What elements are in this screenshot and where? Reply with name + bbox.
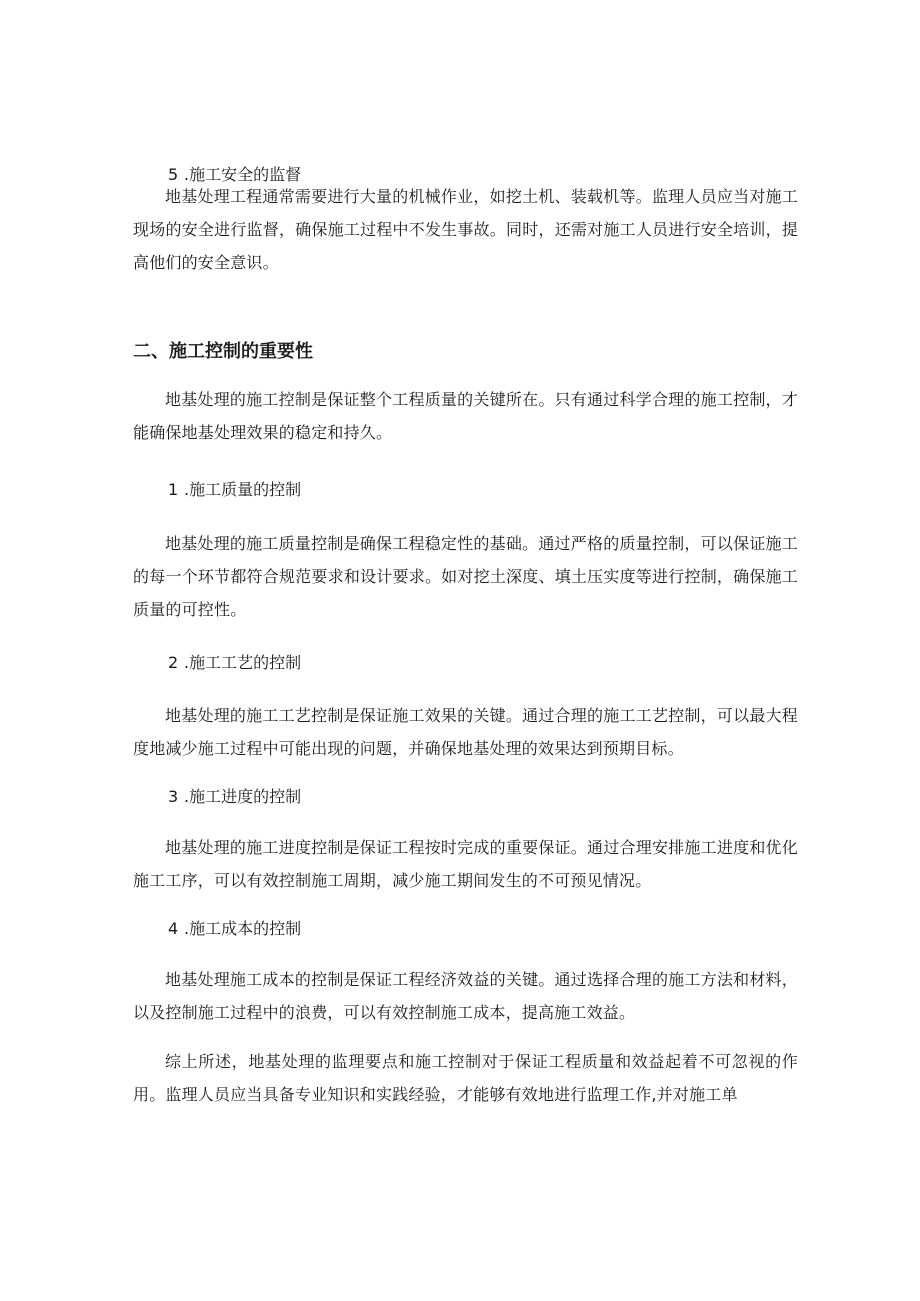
paragraph-schedule: [133, 831, 798, 897]
subheading-schedule-control: [168, 785, 301, 809]
paragraph-text: 地基处理的施工控制是保证整个工程质量的关键所在。只有通过科学合理的施工控制，才能确保地基处理效果的稳定和持久。: [133, 390, 798, 442]
subheading-number: 1: [168, 480, 179, 499]
subheading-text: .施工安全的监督: [184, 165, 302, 184]
paragraph-safety: [133, 180, 798, 279]
paragraph-cost: [133, 963, 798, 1029]
paragraph-text: 地基处理工程通常需要进行大量的机械作业，如挖土机、装载机等。监理人员应当对施工现场的安全进行监督，确保施工过程中不发生事故。同时，还需对施工人员进行安全培训，提高他们的安全意识。: [133, 187, 798, 272]
paragraph-quality: [133, 527, 798, 626]
paragraph-text: 地基处理施工成本的控制是保证工程经济效益的关键。通过选择合理的施工方法和材料，以及控制施工过程中的浪费，可以有效控制施工成本，提高施工效益。: [133, 970, 798, 1022]
subheading-quality-control: [168, 478, 301, 502]
subheading-process-control: [168, 651, 301, 675]
subheading-text: .施工质量的控制: [184, 480, 302, 499]
paragraph-text: 地基处理的施工进度控制是保证工程按时完成的重要保证。通过合理安排施工进度和优化施工工序，可以有效控制施工周期，减少施工期间发生的不可预见情况。: [133, 838, 798, 890]
subheading-number: 4: [168, 919, 179, 938]
paragraph-process: [133, 699, 798, 765]
subheading-number: 5: [168, 165, 179, 184]
paragraph-summary: [133, 1045, 798, 1111]
subheading-number: 3: [168, 787, 179, 806]
subheading-cost-control: [168, 917, 301, 941]
paragraph-control-importance: [133, 383, 798, 449]
section-heading-construction-control: 二、施工控制的重要性: [133, 341, 313, 362]
subheading-text: .施工工艺的控制: [184, 653, 302, 672]
paragraph-text: 地基处理的施工质量控制是确保工程稳定性的基础。通过严格的质量控制，可以保证施工的每一个环节都符合规范要求和设计要求。如对挖土深度、填土压实度等进行控制，确保施工质量的可控性。: [133, 534, 798, 619]
subheading-text: .施工进度的控制: [184, 787, 302, 806]
subheading-number: 2: [168, 653, 179, 672]
subheading-text: .施工成本的控制: [184, 919, 302, 938]
paragraph-text: 综上所述，地基处理的监理要点和施工控制对于保证工程质量和效益起着不可忽视的作用。监理人员应当具备专业知识和实践经验，才能够有效地进行监理工作,并对施工单: [133, 1052, 798, 1104]
paragraph-text: 地基处理的施工工艺控制是保证施工效果的关键。通过合理的施工工艺控制，可以最大程度地减少施工过程中可能出现的问题，并确保地基处理的效果达到预期目标。: [133, 706, 798, 758]
